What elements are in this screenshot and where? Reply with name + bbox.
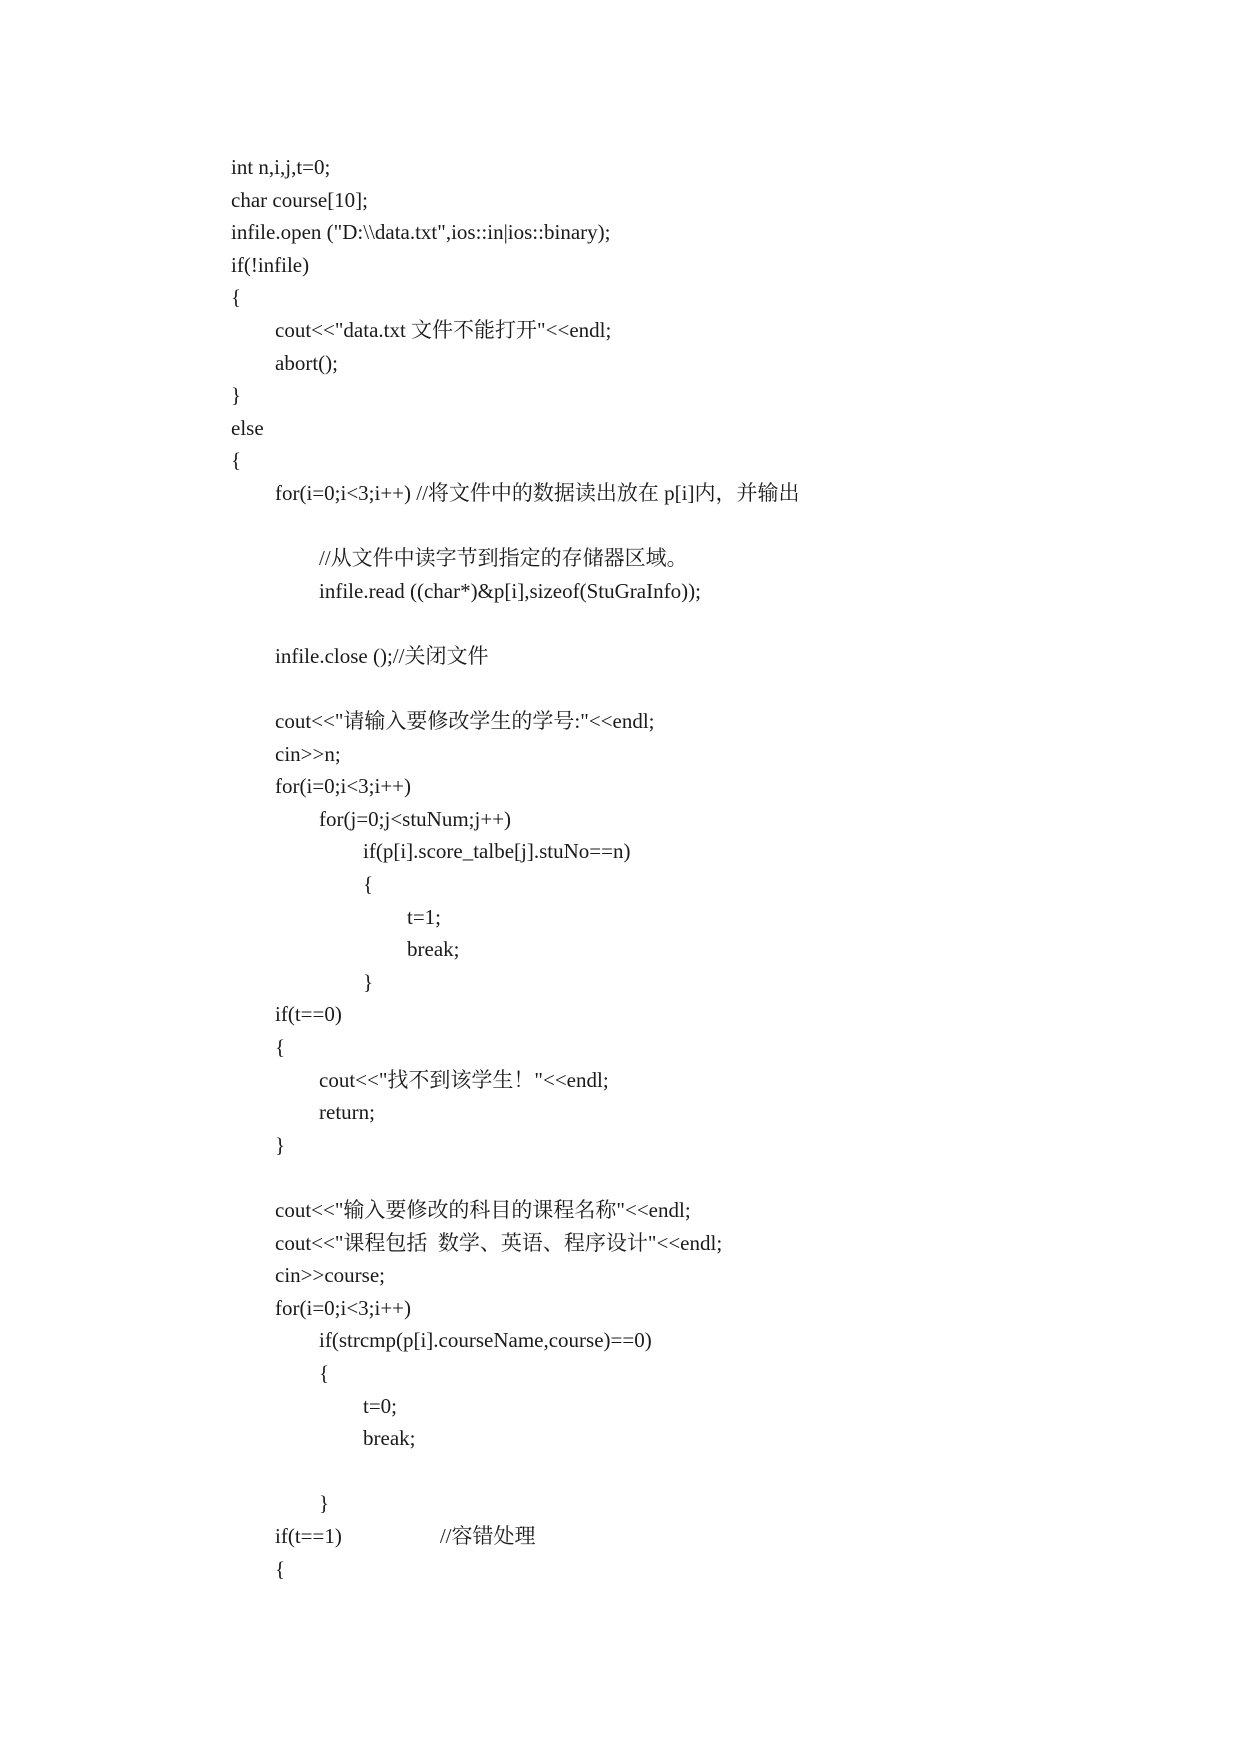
code-line: } <box>363 969 374 994</box>
code-line: } <box>319 1491 330 1516</box>
code-line: cout<<"请输入要修改学生的学号:"<<endl; <box>275 709 655 734</box>
code-line: for(i=0;i<3;i++) <box>275 1295 412 1320</box>
code-line: abort(); <box>275 350 338 375</box>
code-line: { <box>275 1556 286 1581</box>
code-line: } <box>275 1132 286 1157</box>
code-listing <box>231 151 1131 1585</box>
code-line: { <box>231 285 242 310</box>
blank-line <box>231 510 1131 543</box>
code-line: infile.open ("D:\\data.txt",ios::in|ios::binary); <box>231 220 611 245</box>
code-line: int n,i,j,t=0; <box>231 155 331 179</box>
blank-line <box>231 1161 1131 1194</box>
code-line: t=0; <box>363 1393 398 1418</box>
code-line: { <box>363 872 374 897</box>
code-line: break; <box>407 937 460 962</box>
code-line: if(strcmp(p[i].courseName,course)==0) <box>319 1328 652 1353</box>
code-line: char course[10]; <box>231 187 369 212</box>
blank-line <box>231 607 1131 640</box>
code-line: infile.close ();//关闭文件 <box>275 643 489 668</box>
code-line: for(j=0;j<stuNum;j++) <box>319 806 512 831</box>
code-line: return; <box>319 1100 375 1125</box>
code-line: cin>>n; <box>275 741 341 766</box>
code-line: //从文件中读字节到指定的存储器区域。 <box>319 546 688 571</box>
code-line: infile.read ((char*)&p[i],sizeof(StuGraInfo)); <box>319 578 701 603</box>
code-line: { <box>319 1360 330 1385</box>
code-line: { <box>231 448 242 473</box>
code-line: cin>>course; <box>275 1263 385 1288</box>
code-line <box>231 1520 1131 1553</box>
code-line: cout<<"课程包括 数学、英语、程序设计"<<endl; <box>275 1230 723 1255</box>
code-line: } <box>231 383 242 408</box>
code-line: for(i=0;i<3;i++) //将文件中的数据读出放在 p[i]内，并输出 <box>275 480 800 505</box>
code-comment: //容错处理 <box>439 1523 536 1548</box>
code-line: for(i=0;i<3;i++) <box>275 774 412 799</box>
code-line: cout<<"找不到该学生！"<<endl; <box>319 1067 609 1092</box>
code-line: cout<<"data.txt 文件不能打开"<<endl; <box>275 317 612 342</box>
code-text: if(t==1) <box>275 1523 342 1548</box>
code-line: break; <box>363 1426 416 1451</box>
code-line: if(!infile) <box>231 252 310 277</box>
code-line: if(t==0) <box>275 1002 342 1027</box>
code-line: t=1; <box>407 904 442 929</box>
code-line: else <box>231 415 264 440</box>
code-line: cout<<"输入要修改的科目的课程名称"<<endl; <box>275 1198 691 1222</box>
code-line: if(p[i].score_talbe[j].stuNo==n) <box>363 839 631 864</box>
blank-line <box>231 673 1131 706</box>
blank-line <box>231 1455 1131 1488</box>
code-line: { <box>275 1035 286 1060</box>
